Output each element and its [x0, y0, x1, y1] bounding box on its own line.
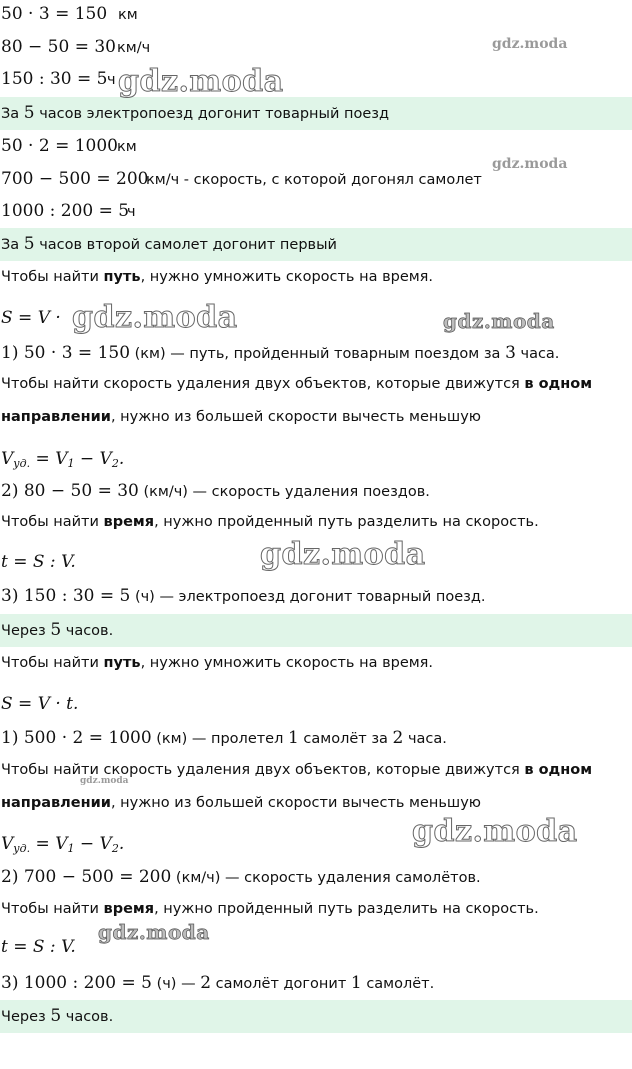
formula: $V_{уд.} = V_1 - V_2$.: [1, 834, 125, 855]
watermark: gdz.moda: [118, 64, 284, 99]
rule-text: Чтобы найти время, нужно пройденный путь разделить на скорость.: [1, 514, 539, 530]
rule-text: Чтобы найти путь, нужно умножить скорость на время.: [1, 269, 434, 285]
formula: t = S : V.: [1, 552, 76, 572]
formula: t = S : V.: [1, 937, 76, 957]
math-expression: 700 − 500 = 200: [1, 169, 149, 189]
unit-text: км/ч - скорость, с которой догонял самолет: [146, 172, 482, 188]
rule-text: Чтобы найти скорость удаления двух объектов, которые движутся в одном: [1, 762, 593, 778]
watermark: gdz.moda: [492, 156, 568, 172]
answer-highlight: [0, 228, 632, 261]
answer-text: Через 5 часов.: [1, 1006, 114, 1026]
formula: $V_{уд.} = V_1 - V_2$.: [1, 449, 125, 470]
answer-highlight: [0, 1000, 632, 1033]
unit-text: км: [117, 139, 137, 155]
unit-text: км: [118, 7, 138, 23]
watermark: gdz.moda: [98, 920, 210, 944]
answer-highlight: [0, 97, 632, 130]
step-text: 2) 80 − 50 = 30 (км/ч) — скорость удаления поездов.: [1, 481, 430, 501]
math-expression: 50 · 2 = 1000: [1, 136, 118, 156]
formula: S = V · t.: [1, 694, 79, 714]
watermark: gdz.moda: [412, 814, 578, 849]
answer-highlight: [0, 614, 632, 647]
watermark: gdz.moda: [260, 537, 426, 572]
formula: S = V ·: [1, 308, 61, 328]
watermark: gdz.moda: [492, 36, 568, 52]
rule-text: Чтобы найти время, нужно пройденный путь разделить на скорость.: [1, 901, 539, 917]
unit-text: км/ч: [117, 40, 151, 56]
step-text: 1) 50 · 3 = 150 (км) — путь, пройденный товарным поездом за 3 часа.: [1, 343, 560, 363]
step-text: 2) 700 − 500 = 200 (км/ч) — скорость удаления самолётов.: [1, 867, 481, 887]
unit-text: ч: [107, 72, 116, 88]
rule-text: направлении, нужно из большей скорости вычесть меньшую: [1, 795, 481, 811]
math-expression: 1000 : 200 = 5: [1, 201, 130, 221]
answer-text: Через 5 часов.: [1, 620, 114, 640]
step-text: 3) 150 : 30 = 5 (ч) — электропоезд догонит товарный поезд.: [1, 586, 486, 606]
rule-text: Чтобы найти скорость удаления двух объектов, которые движутся в одном: [1, 376, 593, 392]
watermark: gdz.moda: [80, 776, 129, 786]
watermark: gdz.moda: [72, 300, 238, 335]
answer-text: За 5 часов второй самолет догонит первый: [1, 234, 337, 254]
watermark: gdz.moda: [443, 309, 555, 333]
step-text: 1) 500 · 2 = 1000 (км) — пролетел 1 самолёт за 2 часа.: [1, 728, 447, 748]
math-expression: 50 · 3 = 150: [1, 4, 108, 24]
step-text: 3) 1000 : 200 = 5 (ч) — 2 самолёт догонит 1 самолёт.: [1, 973, 435, 993]
math-expression: 80 − 50 = 30: [1, 37, 116, 57]
rule-text: Чтобы найти путь, нужно умножить скорость на время.: [1, 655, 434, 671]
unit-text: ч: [127, 204, 136, 220]
rule-text: направлении, нужно из большей скорости вычесть меньшую: [1, 409, 481, 425]
math-expression: 150 : 30 = 5: [1, 69, 108, 89]
answer-text: За 5 часов электропоезд догонит товарный поезд: [1, 103, 389, 123]
